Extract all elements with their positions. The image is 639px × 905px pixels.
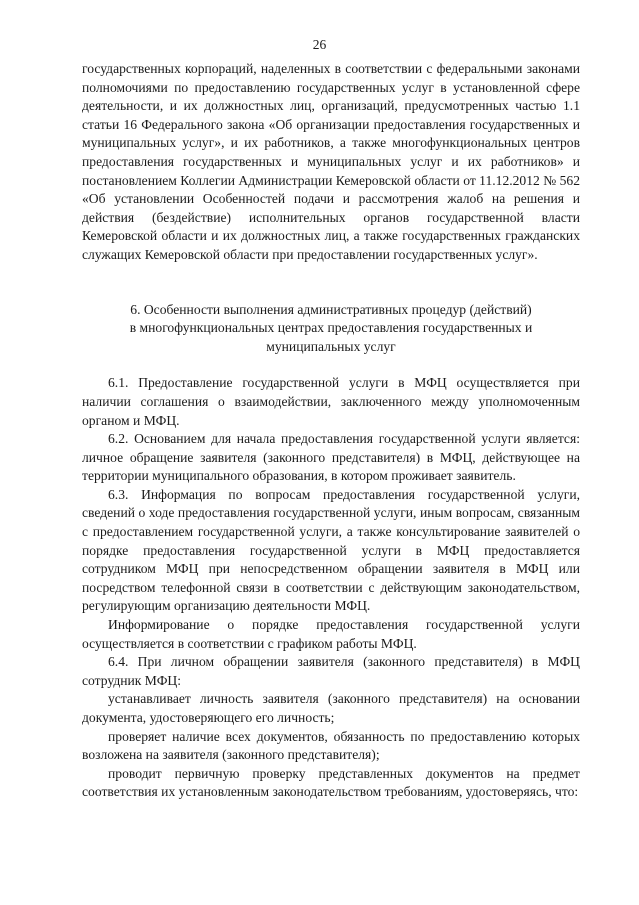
section-heading-line-1: 6. Особенности выполнения административных процедур (действий) [130, 301, 532, 317]
paragraph-check-documents: проверяет наличие всех документов, обязанность по предоставлению которых возложена на заявителя (законного представителя); [82, 728, 580, 763]
paragraph-informing: Информирование о порядке предоставления государственной услуги осуществляется в соответствии с графиком работы МФЦ. [82, 617, 580, 651]
page-content [82, 60, 580, 802]
section-heading [82, 301, 580, 357]
section-heading-line-2: в многофункциональных центрах предоставления государственных и [129, 320, 533, 336]
paragraph-6-4: 6.4. При личном обращении заявителя (законного представителя) в МФЦ сотрудник МФЦ: [82, 654, 580, 688]
paragraph-establish-identity: устанавливает личность заявителя (законного представителя) на основании документа, удостоверяющего его личность; [82, 691, 580, 725]
page-number: 26 [312, 37, 327, 52]
paragraph-6-2: 6.2. Основанием для начала предоставления государственной услуги является: личное обращение заявителя (законного представителя) в МФЦ, действующее на территории муниципального образования, в котором проживает заявитель. [82, 431, 580, 484]
intro-paragraph: государственных корпораций, наделенных в соответствии с федеральными законами полномочиями по предоставлению государственных услуг в установленной сфере деятельности, и их должностных лиц, организаций, предусмотренных частью 1.1 статьи 16 Федерального закона «Об организации предоставления государственных и муниципальных услуг», и их работников, а также многофункциональных центров предоставления государственных и муниципальных услуг и их работников» и постановлением Коллегии Администрации Кемеровской области от 11.12.2012 № 562 «Об установлении Особенностей подачи и рассмотрения жалоб на решения и действия (бездействие) исполнительных органов государственной власти Кемеровской области и их должностных лиц, а также государственных гражданских служащих Кемеровской области при предоставлении государственных услуг». [82, 61, 580, 262]
paragraph-primary-check: проводит первичную проверку представленных документов на предмет соответствия их установленным законодательством требованиям, удостоверяясь, что: [82, 765, 580, 800]
paragraph-6-1: 6.1. Предоставление государственной услуги в МФЦ осуществляется при наличии соглашения о взаимодействии, заключенного между уполномоченным органом и МФЦ. [82, 375, 580, 428]
section-heading-line-3: муниципальных услуг [266, 338, 396, 354]
paragraph-6-3: 6.3. Информация по вопросам предоставления государственной услуги, сведений о ходе предоставления государственной услуги, иным вопросам, связанным с предоставлением государственной услуги, а также консультирование заявителей о порядке предоставления государственной услуги в МФЦ предоставляется сотрудником МФЦ при непосредственном обращении заявителя в МФЦ или посредством телефонной связи в соответствии с действующим законодательством, регулирующим организацию деятельности МФЦ. [82, 486, 580, 614]
